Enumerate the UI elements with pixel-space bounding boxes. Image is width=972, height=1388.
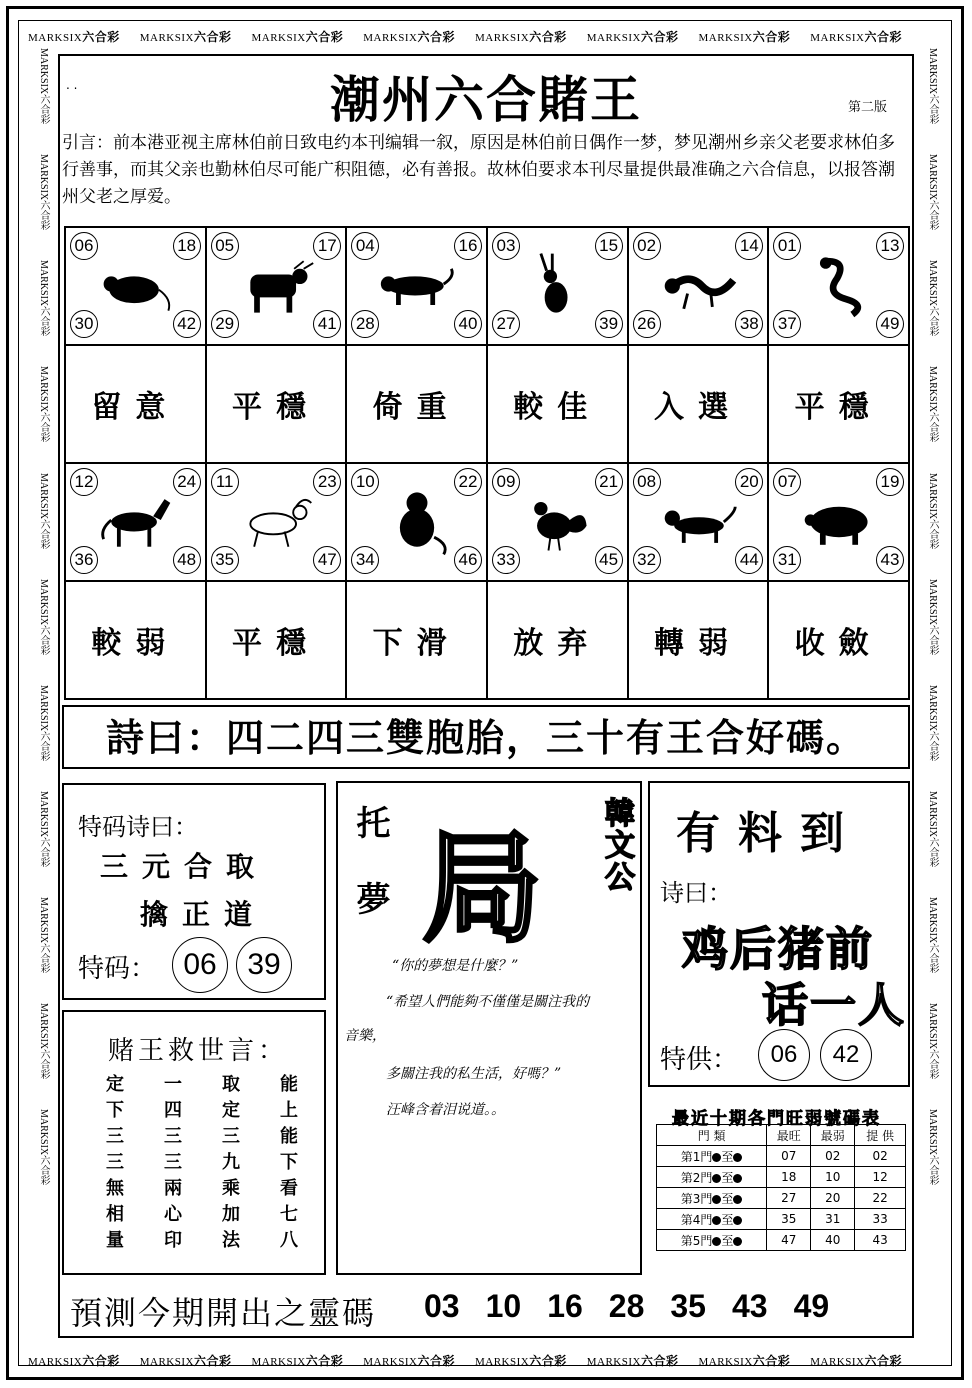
king-words-char: 能	[280, 1074, 298, 1095]
monkey-icon	[377, 486, 457, 556]
watermark-suffix: 六合彩	[305, 1354, 344, 1368]
king-words-heading: 赌王救世言：	[108, 1036, 289, 1066]
king-words-row	[86, 1096, 318, 1122]
stats-door	[657, 1209, 767, 1230]
king-words-char: 三	[106, 1126, 124, 1147]
stats-row	[657, 1230, 906, 1251]
watermark-suffix: 六合彩	[417, 30, 455, 44]
zodiac-number: 28	[351, 310, 379, 338]
king-words-char: 能	[280, 1126, 298, 1147]
watermark-text	[587, 28, 679, 45]
watermark-text: MARKSIX六合彩	[927, 684, 938, 761]
watermark-text: MARKSIX六合彩	[38, 578, 49, 655]
king-words-grid	[86, 1070, 318, 1252]
watermark-word: MARKSIX	[586, 1356, 641, 1368]
tiger-icon	[377, 250, 457, 320]
special-code-number: 39	[236, 937, 292, 993]
watermark-text: MARKSIX六合彩	[927, 578, 938, 655]
king-words-char: 八	[280, 1230, 298, 1251]
king-words-char: 心	[164, 1204, 182, 1225]
watermark-suffix: 六合彩	[305, 30, 344, 44]
zodiac-number: 05	[211, 232, 239, 260]
prediction-number: 10	[485, 1288, 522, 1324]
stats-range: 至	[721, 1233, 734, 1248]
stats-door	[657, 1230, 767, 1251]
watermark-suffix: 六合彩	[529, 30, 567, 44]
king-words-char: 上	[280, 1100, 298, 1121]
watermark-text: MARKSIX六合彩	[927, 260, 938, 337]
prediction-number: 03	[424, 1288, 460, 1324]
special-poem-line1: 三元合取	[100, 850, 269, 883]
watermark-suffix: 六合彩	[193, 1354, 232, 1368]
zodiac-number: 18	[173, 232, 201, 260]
zodiac-word-row	[65, 581, 909, 699]
stats-door	[657, 1188, 767, 1209]
ball-icon	[733, 1195, 742, 1204]
dream-box	[336, 781, 642, 1275]
king-words-row	[86, 1174, 318, 1200]
rooster-icon	[518, 486, 598, 556]
dream-quote: 汪峰含着泪说道。。	[386, 1102, 505, 1118]
prediction-number: 43	[731, 1288, 768, 1324]
ball-icon	[733, 1216, 742, 1225]
watermark-word: MARKSIX	[698, 32, 753, 44]
watermark-top	[28, 28, 902, 45]
tip-line1: 鸡后猪前	[682, 922, 874, 976]
zodiac-number: 07	[773, 468, 801, 496]
zodiac-number: 34	[351, 546, 379, 574]
zodiac-number: 13	[876, 232, 904, 260]
king-words-char: 四	[164, 1100, 182, 1121]
stats-cold: 31	[811, 1209, 855, 1230]
zodiac-number: 44	[735, 546, 763, 574]
watermark-suffix: 六合彩	[193, 30, 232, 44]
king-words-char: 取	[222, 1074, 240, 1095]
watermark-text: MARKSIX六合彩	[38, 1003, 49, 1080]
zodiac-number: 11	[211, 468, 239, 496]
watermark-word: MARKSIX	[810, 32, 865, 44]
king-words-char: 看	[280, 1178, 298, 1199]
special-poem-box	[62, 783, 326, 1000]
special-poem-line2: 擒正道	[140, 898, 267, 931]
king-words-char: 下	[106, 1100, 124, 1121]
stats-give: 02	[855, 1146, 906, 1167]
watermark-text	[252, 1352, 344, 1369]
stats-hot: 07	[767, 1146, 811, 1167]
stats-range: 至	[721, 1170, 734, 1185]
watermark-text: MARKSIX六合彩	[38, 790, 49, 867]
zodiac-number: 36	[70, 546, 98, 574]
watermark-text: MARKSIX六合彩	[927, 154, 938, 231]
prediction-numbers	[424, 1288, 829, 1325]
dots: . .	[66, 78, 78, 92]
zodiac-number: 37	[773, 310, 801, 338]
watermark-text	[475, 1352, 567, 1369]
zodiac-forecast: 放弃	[487, 581, 628, 699]
watermark-text: MARKSIX六合彩	[927, 1003, 938, 1080]
zodiac-cell	[346, 463, 487, 581]
watermark-text: MARKSIX六合彩	[38, 154, 49, 231]
zodiac-number: 04	[351, 232, 379, 260]
zodiac-forecast: 平穩	[206, 345, 347, 463]
watermark-suffix: 六合彩	[82, 30, 120, 44]
stats-header: 最旺	[767, 1125, 811, 1146]
stats-door	[657, 1167, 767, 1188]
zodiac-number: 19	[876, 468, 904, 496]
dream-quote: 音樂，	[344, 1028, 386, 1044]
stats-give: 43	[855, 1230, 906, 1251]
watermark-suffix: 六合彩	[640, 30, 679, 44]
zodiac-number: 40	[454, 310, 482, 338]
rabbit-icon	[518, 250, 598, 320]
zodiac-cell	[628, 227, 769, 345]
stats-door-label: 第3門	[680, 1191, 713, 1206]
watermark-text: MARKSIX六合彩	[927, 472, 938, 549]
zodiac-number: 14	[735, 232, 763, 260]
watermark-text: MARKSIX六合彩	[927, 48, 938, 125]
zodiac-number: 06	[70, 232, 98, 260]
king-words-row	[86, 1148, 318, 1174]
zodiac-number: 29	[211, 310, 239, 338]
page-title: 潮州六合賭王	[330, 70, 642, 129]
king-words-char: 乘	[222, 1178, 240, 1199]
watermark-text	[28, 1352, 120, 1369]
watermark-text: MARKSIX六合彩	[38, 897, 49, 974]
watermark-suffix: 六合彩	[82, 1354, 120, 1368]
watermark-suffix: 六合彩	[864, 30, 902, 44]
king-words-char: 印	[164, 1230, 182, 1251]
zodiac-number: 09	[492, 468, 520, 496]
stats-door-label: 第2門	[680, 1170, 713, 1185]
edition-label: 第二版	[848, 100, 888, 115]
stats-hot: 18	[767, 1167, 811, 1188]
zodiac-number: 23	[313, 468, 341, 496]
watermark-word: MARKSIX	[698, 1356, 753, 1368]
stats-header: 提 供	[855, 1125, 906, 1146]
tip-heading: 有料到	[676, 808, 862, 859]
snake-icon	[799, 250, 879, 320]
zodiac-number: 22	[454, 468, 482, 496]
king-words-char: 三	[106, 1152, 124, 1173]
king-words-char: 相	[106, 1204, 124, 1225]
king-words-char: 九	[222, 1152, 240, 1173]
watermark-word: MARKSIX	[251, 32, 306, 44]
zodiac-number: 02	[633, 232, 661, 260]
stats-range: 至	[721, 1149, 734, 1164]
zodiac-cell	[346, 227, 487, 345]
zodiac-forecast: 入選	[628, 345, 769, 463]
zodiac-number: 15	[595, 232, 623, 260]
king-words-char: 定	[106, 1074, 124, 1095]
tip-line2: 话一人	[762, 978, 906, 1032]
zodiac-cell	[768, 463, 909, 581]
zodiac-forecast: 倚重	[346, 345, 487, 463]
watermark-word: MARKSIX	[251, 1356, 306, 1368]
watermark-text: MARKSIX六合彩	[38, 260, 49, 337]
watermark-text: MARKSIX六合彩	[38, 366, 49, 443]
stats-hot: 47	[767, 1230, 811, 1251]
stats-door	[657, 1146, 767, 1167]
zodiac-number: 26	[633, 310, 661, 338]
watermark-word: MARKSIX	[363, 1356, 418, 1368]
tip-number: 06	[758, 1029, 810, 1081]
king-words-box	[62, 1010, 326, 1275]
watermark-bottom	[28, 1352, 902, 1369]
zodiac-number: 16	[454, 232, 482, 260]
watermark-text	[140, 1352, 232, 1369]
ball-icon	[733, 1153, 742, 1162]
tip-special-label: 特供：	[660, 1045, 739, 1075]
zodiac-number: 12	[70, 468, 98, 496]
zodiac-cell	[487, 463, 628, 581]
stats-table	[656, 1124, 906, 1251]
zodiac-animal-row	[65, 227, 909, 345]
zodiac-forecast: 轉弱	[628, 581, 769, 699]
tip-number: 42	[820, 1029, 872, 1081]
zodiac-number: 30	[70, 310, 98, 338]
zodiac-number: 38	[735, 310, 763, 338]
watermark-text	[810, 28, 902, 45]
tip-poem-label: 诗曰：	[660, 879, 732, 907]
dream-quote: “希望人們能夠不僅僅是關注我的	[386, 994, 590, 1010]
zodiac-cell	[487, 227, 628, 345]
pig-icon	[799, 486, 879, 556]
ball-icon	[733, 1174, 742, 1183]
zodiac-number: 08	[633, 468, 661, 496]
watermark-left	[33, 48, 51, 1348]
dream-big-character: 局	[422, 820, 542, 959]
zodiac-number: 48	[173, 546, 201, 574]
stats-give: 33	[855, 1209, 906, 1230]
zodiac-number: 01	[773, 232, 801, 260]
zodiac-forecast: 下滑	[346, 581, 487, 699]
watermark-text: MARKSIX六合彩	[927, 1109, 938, 1186]
king-words-char: 加	[222, 1204, 240, 1225]
zodiac-number: 46	[454, 546, 482, 574]
prediction-number: 35	[670, 1288, 706, 1324]
stats-give: 12	[855, 1167, 906, 1188]
stats-hot: 27	[767, 1188, 811, 1209]
king-words-char: 三	[164, 1152, 182, 1173]
ball-icon	[733, 1237, 742, 1246]
special-code-number: 06	[172, 937, 228, 993]
watermark-suffix: 六合彩	[752, 1354, 791, 1368]
watermark-text: MARKSIX六合彩	[927, 897, 938, 974]
stats-title: 最近十期各門旺弱號碼表	[672, 1109, 881, 1129]
watermark-text	[699, 28, 791, 45]
stats-cold: 10	[811, 1167, 855, 1188]
stats-hot: 35	[767, 1209, 811, 1230]
zodiac-number: 39	[595, 310, 623, 338]
stats-row	[657, 1167, 906, 1188]
zodiac-number: 10	[351, 468, 379, 496]
tip-box	[648, 781, 910, 1087]
goat-icon	[237, 486, 317, 556]
king-words-char: 三	[164, 1126, 182, 1147]
watermark-text	[363, 28, 455, 45]
watermark-word: MARKSIX	[475, 32, 530, 44]
watermark-suffix: 六合彩	[640, 1354, 679, 1368]
zodiac-number: 47	[313, 546, 341, 574]
stats-header: 門 類	[657, 1125, 767, 1146]
watermark-text: MARKSIX六合彩	[38, 1109, 49, 1186]
zodiac-number: 21	[595, 468, 623, 496]
watermark-text: MARKSIX六合彩	[927, 790, 938, 867]
stats-range: 至	[721, 1191, 734, 1206]
zodiac-number: 03	[492, 232, 520, 260]
zodiac-number: 27	[492, 310, 520, 338]
dream-right-label: 韓文公	[599, 797, 634, 893]
watermark-word: MARKSIX	[363, 32, 418, 44]
zodiac-forecast: 平穩	[206, 581, 347, 699]
zodiac-forecast: 平穩	[768, 345, 909, 463]
king-words-row	[86, 1226, 318, 1252]
zodiac-forecast: 較佳	[487, 345, 628, 463]
stats-door-label: 第1門	[680, 1149, 713, 1164]
zodiac-forecast: 留意	[65, 345, 206, 463]
king-words-char: 三	[222, 1126, 240, 1147]
king-words-char: 一	[164, 1074, 182, 1095]
zodiac-number: 43	[876, 546, 904, 574]
watermark-suffix: 六合彩	[417, 1354, 455, 1368]
stats-door-label: 第4門	[680, 1212, 713, 1227]
prediction-number: 49	[793, 1288, 830, 1324]
watermark-text	[252, 28, 344, 45]
zodiac-number: 41	[313, 310, 341, 338]
dream-quote: “你的夢想是什麼？”	[392, 958, 519, 974]
zodiac-number: 42	[173, 310, 201, 338]
rat-icon	[96, 250, 176, 320]
king-words-row	[86, 1200, 318, 1226]
special-poem-heading: 特码诗曰：	[78, 813, 198, 841]
stats-row	[657, 1209, 906, 1230]
zodiac-cell	[206, 227, 347, 345]
king-words-char: 定	[222, 1100, 240, 1121]
stats-row	[657, 1188, 906, 1209]
zodiac-cell	[628, 463, 769, 581]
dog-icon	[659, 486, 739, 556]
watermark-word: MARKSIX	[139, 32, 194, 44]
zodiac-number: 24	[173, 468, 201, 496]
watermark-text	[475, 28, 567, 45]
dream-quote: 多關注我的私生活，好嗎？”	[386, 1066, 562, 1082]
king-words-char: 法	[222, 1230, 240, 1251]
watermark-text	[363, 1352, 455, 1369]
zodiac-forecast: 收斂	[768, 581, 909, 699]
stats-cold: 20	[811, 1188, 855, 1209]
watermark-text: MARKSIX六合彩	[38, 48, 49, 125]
king-words-row	[86, 1070, 318, 1096]
stats-door-label: 第5門	[680, 1233, 713, 1248]
zodiac-number: 49	[876, 310, 904, 338]
horse-icon	[96, 486, 176, 556]
zodiac-number: 31	[773, 546, 801, 574]
stats-cold: 02	[811, 1146, 855, 1167]
stats-cold: 40	[811, 1230, 855, 1251]
zodiac-number: 32	[633, 546, 661, 574]
zodiac-forecast: 較弱	[65, 581, 206, 699]
watermark-suffix: 六合彩	[752, 30, 791, 44]
king-words-char: 量	[106, 1230, 124, 1251]
zodiac-animal-row	[65, 463, 909, 581]
watermark-text	[699, 1352, 791, 1369]
watermark-text	[140, 28, 232, 45]
watermark-text: MARKSIX六合彩	[927, 366, 938, 443]
watermark-text: MARKSIX六合彩	[38, 684, 49, 761]
zodiac-number: 35	[211, 546, 239, 574]
zodiac-word-row	[65, 345, 909, 463]
watermark-suffix: 六合彩	[864, 1354, 902, 1368]
watermark-word: MARKSIX	[28, 32, 83, 44]
stats-range: 至	[721, 1212, 734, 1227]
prediction-number: 16	[547, 1288, 583, 1324]
watermark-text	[28, 28, 120, 45]
watermark-text	[810, 1352, 902, 1369]
zodiac-number: 33	[492, 546, 520, 574]
zodiac-cell	[206, 463, 347, 581]
king-words-char: 兩	[164, 1178, 182, 1199]
zodiac-cell	[65, 463, 206, 581]
king-words-row	[86, 1122, 318, 1148]
watermark-text	[587, 1352, 679, 1369]
zodiac-table	[64, 226, 910, 700]
dragon-icon	[659, 250, 739, 320]
zodiac-number: 45	[595, 546, 623, 574]
watermark-word: MARKSIX	[475, 1356, 530, 1368]
ox-icon	[237, 250, 317, 320]
stats-row	[657, 1146, 906, 1167]
zodiac-number: 17	[313, 232, 341, 260]
intro-text: 引言：前本港亚视主席林伯前日致电约本刊编辑一叙，原因是林伯前日偶作一梦，梦见潮州乡亲父老要求林伯多行善事，而其父亲也勤林伯尽可能广积阻德，必有善报。故林伯要求本刊尽量提供最准确之六合信息，以报答潮州父老之厚爱。	[62, 133, 895, 207]
stats-header: 最弱	[811, 1125, 855, 1146]
watermark-word: MARKSIX	[28, 1356, 83, 1368]
prediction-label: 預測今期開出之靈碼	[70, 1294, 377, 1332]
king-words-char: 無	[106, 1178, 124, 1199]
dream-left-label: 托夢	[350, 805, 390, 957]
king-words-char: 下	[280, 1152, 298, 1173]
special-code-label: 特码：	[78, 954, 157, 984]
zodiac-cell	[768, 227, 909, 345]
stats-give: 22	[855, 1188, 906, 1209]
watermark-word: MARKSIX	[586, 32, 641, 44]
poem-bar: 詩曰：四二四三雙胞胎，三十有王合好碼。	[62, 705, 910, 769]
watermark-text: MARKSIX六合彩	[38, 472, 49, 549]
zodiac-cell	[65, 227, 206, 345]
watermark-word: MARKSIX	[810, 1356, 865, 1368]
watermark-right	[922, 48, 940, 1348]
watermark-suffix: 六合彩	[529, 1354, 567, 1368]
king-words-char: 七	[280, 1204, 298, 1225]
zodiac-number: 20	[735, 468, 763, 496]
watermark-word: MARKSIX	[139, 1356, 194, 1368]
prediction-number: 28	[608, 1288, 645, 1324]
